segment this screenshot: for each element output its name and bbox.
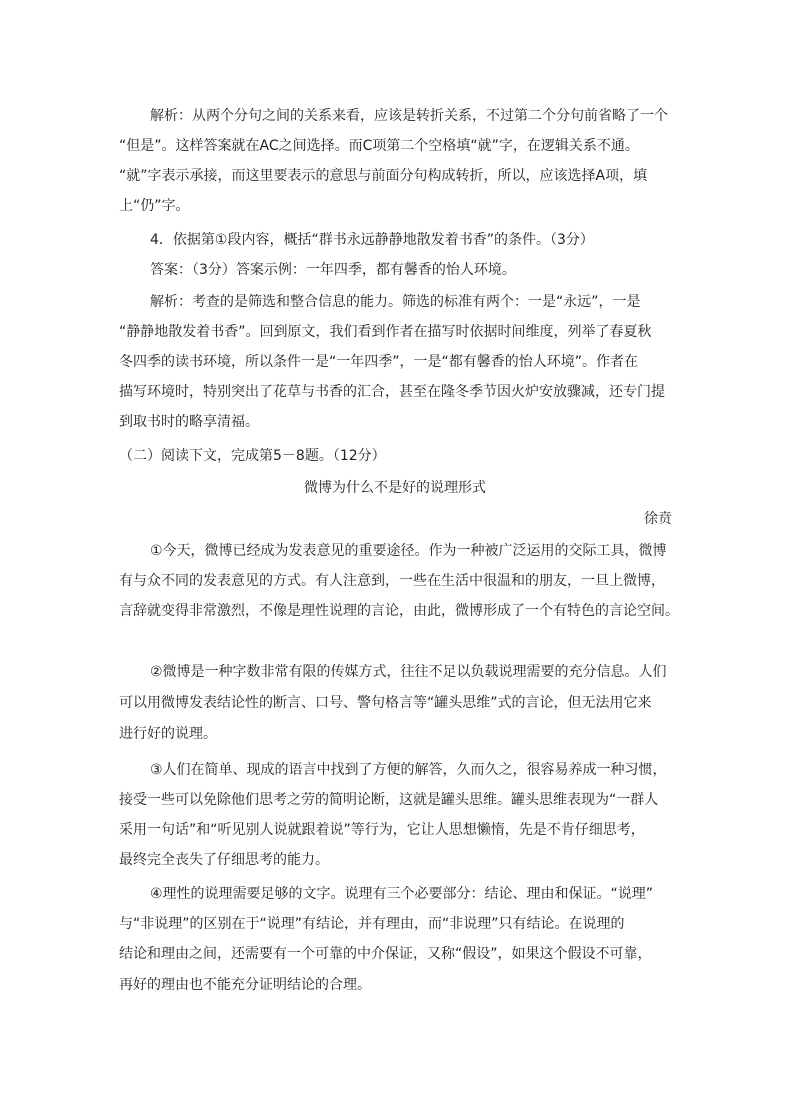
text-line: 言辞就变得非常激烈，不像是理性说理的言论，由此，微博形成了一个有特色的言论空间。	[119, 603, 679, 619]
text-line: 再好的理由也不能充分证明结论的合理。	[119, 977, 371, 993]
text-line: 解析：从两个分句之间的关系来看，应该是转折关系，不过第二个分句前省略了一个	[150, 108, 668, 124]
text-line: 接受一些可以免除他们思考之劳的简明论断，这就是罐头思维。罐头思维表现为“一群人	[119, 792, 659, 808]
text-line: “但是”。这样答案就在AC之间选择。而C项第二个空格填“就”字，在逻辑关系不通。	[119, 138, 639, 154]
article-title: 微博为什么不是好的说理形式	[304, 480, 486, 496]
text-line: ②微博是一种字数非常有限的传媒方式，往往不足以负载说理需要的充分信息。人们	[150, 664, 667, 680]
text-line: 与“非说理”的区别在于“说理”有结论，并有理由，而“非说理”只有结论。在说理的	[119, 916, 625, 932]
answer-4: 答案：（3分）答案示例：一年四季，都有馨香的怡人环境。	[150, 262, 516, 278]
text-line: 采用一句话”和“听见别人说就跟着说”等行为，它让人思想懒惰，先是不肯仔细思考，	[119, 822, 645, 838]
text-line: 冬四季的读书环境，所以条件一是“一年四季”，一是“都有馨香的怡人环境”。作者在	[119, 354, 639, 370]
text-line: 可以用微博发表结论性的断言、口号、警句格言等“罐头思维”式的言论，但无法用它来	[119, 695, 652, 711]
text-line: 有与众不同的发表意见的方式。有人注意到，一些在生活中很温和的朋友，一旦上微博，	[119, 573, 665, 589]
question-4: 4．依据第①段内容，概括“群书永远静静地散发着书香”的条件。（3分）	[150, 232, 594, 248]
text-line: 结论和理由之间，还需要有一个可靠的中介保证，又称“假设”，如果这个假设不可靠，	[119, 946, 652, 962]
text-line: 进行好的说理。	[119, 726, 217, 742]
text-line: “就”字表示承接，而这里要表示的意思与前面分句构成转折，所以，应该选择A项，填	[119, 168, 648, 184]
text-line: 解析：考查的是筛选和整合信息的能力。筛选的标准有两个：一是“永远”，一是	[150, 294, 641, 310]
text-line: “静静地散发着书香”。回到原文，我们看到作者在描写时依据时间维度，列举了春夏秋	[119, 324, 652, 340]
text-line: 最终完全丧失了仔细思考的能力。	[119, 852, 329, 868]
text-line: ④理性的说理需要足够的文字。说理有三个必要部分：结论、理由和保证。“说理”	[150, 886, 654, 902]
text-line: ③人们在简单、现成的语言中找到了方便的解答，久而久之，很容易养成一种习惯，	[150, 762, 667, 778]
section-heading: （二）阅读下文，完成第5－8题。（12分）	[119, 448, 386, 464]
text-line: 上“仍”字。	[119, 198, 190, 214]
text-line: 到取书时的略享清福。	[119, 414, 259, 430]
text-line: ①今天，微博已经成为发表意见的重要途径。作为一种被广泛运用的交际工具，微博	[150, 543, 667, 559]
text-line: 描写环境时，特别突出了花草与书香的汇合，甚至在隆冬季节因火炉安放骤减，还专门提	[119, 384, 665, 400]
article-author: 徐贲	[644, 511, 672, 527]
